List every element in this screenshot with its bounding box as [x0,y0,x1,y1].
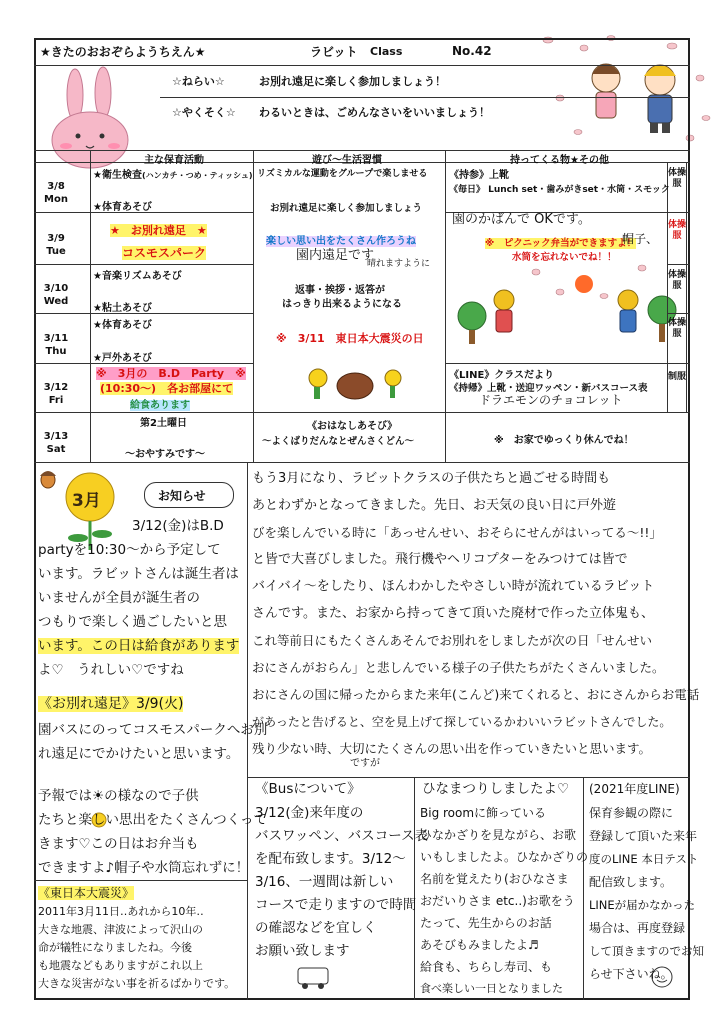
activity-item: ★衛生検査(ハンカチ・つめ・ティッシュ) [93,170,253,181]
divider [414,777,415,1000]
col-header-items: 持ってくる物★その他 [510,155,609,166]
divider [445,150,446,462]
divider [34,880,247,881]
main-message-line: バイバイ〜をしたり、ほんわかしたやさしい時が流れているラビット [252,579,655,594]
line-line: 度のLINE 本日テスト [589,852,699,866]
school-name: ★きたのおおぞらようちえん★ [40,45,206,59]
play-note: 晴れますように [367,259,431,269]
ensoku-line: きます♡この日はお弁当も [38,836,199,852]
divider [445,363,690,364]
day-label: 3/12 Fri [43,382,69,406]
hina-line: いもしましたよ。ひなかざりの [420,850,589,864]
play-item: リズミカルな運動をグループで楽しませる [257,169,428,179]
activity-item: ★戸外あそび [93,353,152,364]
promise-label: ☆やくそく☆ [172,106,236,119]
divider [34,412,690,413]
hina-line: ひなかざりを見ながら、お歌 [420,828,577,842]
line-line: 保育参観の際に [589,806,674,820]
activity-item: 給食あります [130,400,190,411]
bus-line: の確認などを宜しく [255,920,377,936]
activity-item: ★粘土あそび [93,303,152,314]
bus-line: 3/12(金)来年度の [255,805,364,821]
main-message-line: おにさんの国に帰ったからまた来年(こんど)来てくれると、おにさんからお電話 [252,687,700,702]
notice-line: いませんが全員が誕生者の [38,590,200,606]
items-text: 《持帰》上靴・送迎ワッペン・新バスコース表 [449,383,648,394]
quake-line: 命が犠牲になりましたね。今後 [38,941,192,954]
line-line: LINEが届かなかった [589,898,696,912]
activity-item: コスモスパーク [122,246,207,260]
hina-line: おだいりさま etc..)お歌をう [420,894,575,908]
items-text: ※ お家でゆっくり休んでね！ [494,435,634,446]
notice-title: お知らせ [158,489,206,503]
uniform-label: 体操服 [668,270,687,291]
main-message-line: と皆で大喜びしました。飛行機やヘリコプターをみつけては皆で [252,552,628,567]
line-line: 場合は、再度登録 [589,921,686,935]
class-name: ラビット [310,45,358,59]
divider [34,264,253,265]
uniform-label: 体操服 [668,318,687,339]
notice-line: 3/12(金)はB.D [132,518,224,534]
hina-line: あそびもみましたよ♬ [420,938,539,952]
main-message-line: さんです。また、お家から持ってきて頂いた廃材で作った立体鬼も、 [252,606,654,621]
play-item: 返事・挨拶・返答が [295,285,385,296]
play-item: 楽しい思い出をたくさん作ろうね [266,236,416,247]
divider [34,65,690,66]
bus-line: コースで走りますので時間 [255,897,417,913]
ensoku-line: 園バスにのってコスモスパークへお別 [38,722,268,738]
hina-line: 名前を覚えたり(おひなさま [420,872,569,886]
bus-line: お願い致します [255,943,350,959]
activity-item: ★音楽リズムあそび [93,271,182,282]
aim-label: ☆ねらい☆ [172,75,225,88]
main-message-line: これ等前日にもたくさんあそんでお別れをしましたが次の日「せんせい [252,633,653,648]
notice-line: います。ラビットさんは誕生者は [38,566,239,582]
col-header-activity: 主な保育活動 [144,155,204,166]
day-label: 3/9 Tue [46,233,66,257]
ensoku-line: たちと楽しい思出をたくさんつくって [38,812,267,828]
petal-icon [702,116,710,121]
quake-line: 2011年3月11日‥あれから10年‥ [38,905,204,918]
bus-title: 《Busについて》 [255,781,361,797]
divider [247,777,690,778]
activity-item: ★体育あそび [93,320,152,331]
notice-line: partyを10:30～から予定して [38,542,221,558]
hina-line: たって、先生からのお話 [420,916,552,930]
play-item: お別れ遠足に楽しく参加しましょう [270,203,423,214]
line-title: (2021年度LINE) [589,782,680,796]
activity-item: ～おやすみです～ [125,449,205,460]
main-message-line: があったと告げると、空を見上げて探しているかわいいラビットさんでした。 [252,715,672,729]
items-text: 園のかばんで OKです。 [452,212,591,227]
main-message-line: あとわずかとなってきました。先日、お天気の良い日に戸外遊 [252,498,617,513]
month-badge: 3月 [72,491,101,511]
issue-number: No.42 [452,44,492,58]
items-text: ドラエモンのチョコレット [479,393,623,407]
activity-item: 第2土曜日 [140,418,187,429]
divider [34,462,690,463]
divider [667,313,690,314]
activity-item: ★ お別れ遠足 ★ [110,224,207,237]
day-label: 3/11 Thu [43,333,69,357]
uniform-label: 体操服 [668,220,687,241]
line-line: して頂きますのでお知 [589,944,704,958]
play-item: 園内遠足です [296,248,375,263]
quake-line: 大きな地震、津波によって沢山の [38,923,203,936]
day-label: 3/13 Sat [43,431,69,455]
play-item: はっきり出来るようになる [282,299,402,310]
hina-line: 給食も、ちらし寿司、も [420,960,553,974]
hina-line: 食べ楽しい一日となりました [420,982,563,995]
hina-title: ひなまつりしましたよ♡ [422,781,570,797]
line-line: らせ下さいね。 [589,967,673,981]
bus-line: バスワッペン、バスコース表 [255,828,429,844]
quake-title: 《東日本大震災》 [38,886,135,900]
divider [686,162,687,412]
col-header-play: 遊び～生活習慣 [312,155,382,166]
items-text: 水筒を忘れないでね！！ [512,252,617,263]
items-text: 《持参》上靴 [449,170,509,181]
items-text: 《毎日》 Lunch set・歯みがきset・水筒・スモック [449,185,670,195]
day-label: 3/10 Wed [43,283,69,307]
notice-line: よ♡ うれしい♡ですね [38,662,184,678]
items-text: 帽子、 [622,232,659,246]
items-text: ※ ピクニック弁当ができますよ！ [485,238,637,249]
quake-line: 大きな災害がない事を祈るばかりです。 [38,977,236,990]
line-line: 配信致します。 [589,875,673,889]
ensoku-title: 《お別れ遠足》3/9(火) [38,696,184,712]
divider [583,777,584,1000]
uniform-label: 制服 [668,372,687,382]
main-message-note: ですが [350,758,380,769]
bus-line: 3/16、一週間は新しい [255,874,394,890]
divider [90,150,91,462]
ensoku-line: れ遠足にでかけたいと思います。 [38,746,240,762]
ensoku-line: できますよ♪帽子や水筒忘れずに！ [38,860,250,876]
bus-line: を配布致します。3/12～ [255,851,406,867]
items-text: 《LINE》クラスだより [449,370,554,381]
uniform-label: 体操服 [668,168,687,189]
divider [253,150,254,462]
quake-line: も地震などもありますがこれ以上 [38,959,203,972]
day-label: 3/8 Mon [44,181,68,205]
main-message-line: おにさんがおらん」と悲しんでいる様子の子供たちがたくさんいました。 [252,660,665,675]
activity-item: (10:30～) 各お部屋にて [100,382,234,395]
divider [667,264,690,265]
play-item: ※ 3/11 東日本大震災の日 [276,332,424,345]
activity-item: ★体育あそび [93,202,152,213]
petal-icon [696,75,704,81]
aim-text: お別れ遠足に楽しく参加しましょう！ [259,75,446,88]
play-item: 《おはなしあそび》 [307,421,398,432]
play-item: ～よくばりだんなとぜんさくどん～ [262,436,415,447]
class-word: Class [370,45,403,58]
activity-item: ※ 3月の B.D Party ※ [96,367,246,380]
ensoku-line: 予報では☀の様なので子供 [38,788,199,804]
promise-text: わるいときは、ごめんなさいをいいましょう！ [259,106,490,119]
hina-line: Big roomに飾っている [420,806,547,820]
divider [160,97,690,98]
main-message-line: 残り少ない時、大切にたくさんの思い出を作っていきたいと思います。 [252,741,652,756]
main-message-line: びを楽しんでいる時に「あっせんせい、おそらにせんがはいってる～!!」 [252,525,662,540]
line-line: 登録して頂いた来年 [589,829,698,843]
notice-line: います。この日は給食があります [38,638,240,654]
main-message-line: もう3月になり、ラビットクラスの子供たちと過ごせる時間も [252,471,611,486]
notice-line: つもりで楽しく過ごしたいと思 [38,614,227,630]
